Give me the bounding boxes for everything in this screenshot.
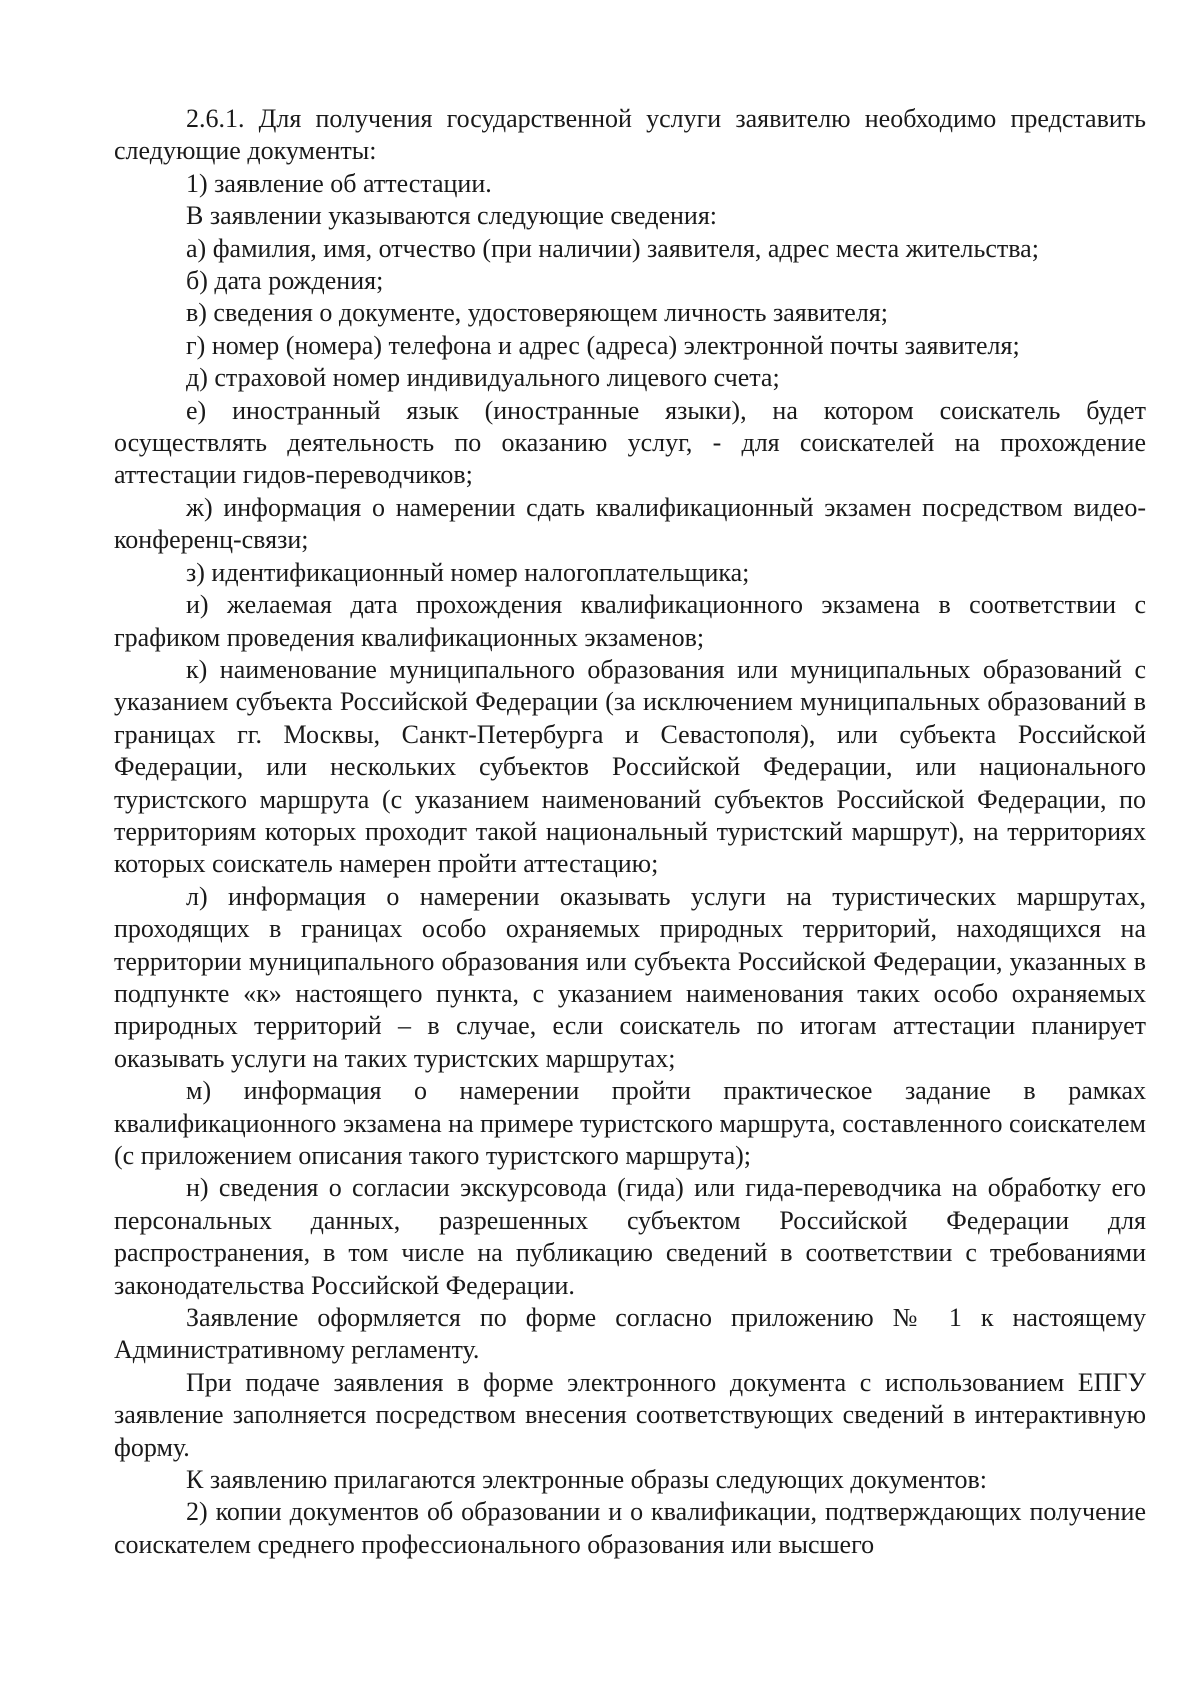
list-item-d: д) страховой номер индивидуального лицевого счета;: [186, 363, 780, 393]
list-item-m: м) информация о намерении пройти практическое задание в рамках квалификационного экзамена на примере туристского маршрута, составленного соискателем (с приложением описания такого туристского маршрута);: [114, 1076, 1146, 1170]
list-item-n: н) сведения о согласии экскурсовода (гида) или гида-переводчика на обработку его персональных данных, разрешенных субъектом Российской Федерации для распространения, в том числе на публикацию сведений в соответствии с требованиями законодательства Российской Федерации.: [114, 1173, 1146, 1300]
list-item-g: г) номер (номера) телефона и адрес (адреса) электронной почты заявителя;: [186, 330, 1020, 360]
list-item-1: 1) заявление об аттестации.: [186, 168, 492, 198]
list-item-k: к) наименование муниципального образования или муниципальных образований с указанием субъекта Российской Федерации (за исключением муниципальных образований в границах гг. Москвы, Санкт-Петербурга и Севастополя), или субъекта Российской Федерации, или нескольких субъектов Российской Федерации, или национального туристского маршрута (с указанием наименований субъектов Российской Федерации, по территориям которых проходит такой национальный туристский маршрут), на территориях которых соискатель намерен пройти аттестацию;: [114, 654, 1146, 879]
list-item-b: б) дата рождения;: [186, 266, 384, 296]
list-item-a: а) фамилия, имя, отчество (при наличии) заявителя, адрес места жительства;: [186, 233, 1039, 263]
paragraph-application-details: В заявлении указываются следующие сведения:: [186, 201, 718, 231]
list-item-e: е) иностранный язык (иностранные языки), на котором соискатель будет осуществлять деятельность по оказанию услуг, - для соискателей на прохождение аттестации гидов-переводчиков;: [114, 395, 1146, 490]
document-page: [114, 103, 1146, 1561]
list-item-v: в) сведения о документе, удостоверяющем личность заявителя;: [186, 298, 888, 328]
paragraph-epgu-submission: При подаче заявления в форме электронного документа с использованием ЕПГУ заявление заполняется посредством внесения соответствующих сведений в интерактивную форму.: [114, 1367, 1146, 1462]
paragraph-attachments: К заявлению прилагаются электронные образы следующих документов:: [186, 1465, 988, 1495]
list-item-l: л) информация о намерении оказывать услуги на туристических маршрутах, проходящих в границах особо охраняемых природных территорий, находящихся на территории муниципального образования или субъекта Российской Федерации, указанных в подпункте «к» настоящего пункта, с указанием наименования таких особо охраняемых природных территорий – в случае, если соискатель по итогам аттестации планирует оказывать услуги на таких туристских маршрутах;: [114, 881, 1146, 1073]
paragraph-2-6-1: 2.6.1. Для получения государственной услуги заявителю необходимо представить следующие документы:: [114, 104, 1146, 166]
list-item-zh: ж) информация о намерении сдать квалификационный экзамен посредством видео-конференц-связи;: [114, 492, 1146, 555]
list-item-i: и) желаемая дата прохождения квалификационного экзамена в соответствии с графиком проведения квалификационных экзаменов;: [114, 590, 1146, 652]
list-item-2: 2) копии документов об образовании и о квалификации, подтверждающих получение соискателем среднего профессионального образования или высшего: [114, 1497, 1146, 1559]
list-item-z: з) идентификационный номер налогоплательщика;: [186, 557, 750, 587]
paragraph-form-appendix: Заявление оформляется по форме согласно приложению № 1 к настоящему Административному регламенту.: [114, 1303, 1146, 1365]
